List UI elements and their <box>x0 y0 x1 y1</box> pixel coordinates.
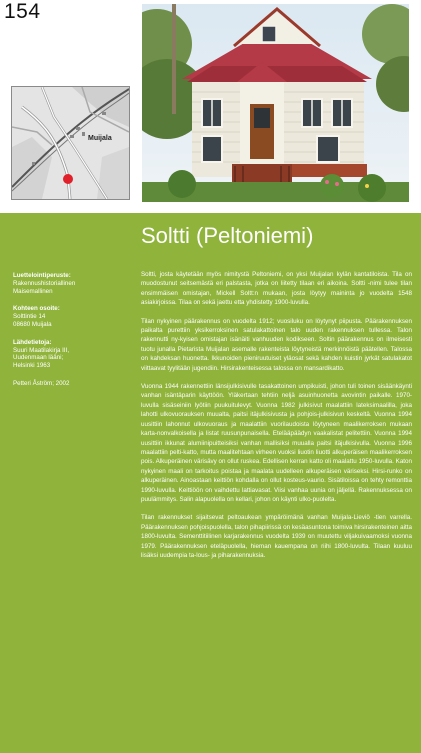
sources-line: Helsinki 1963 <box>13 362 51 370</box>
address-heading: Kohteen osoite: <box>13 305 60 313</box>
sources-heading: Lähdetietoja: <box>13 338 52 346</box>
body-paragraph: Tilan nykyinen päärakennus on vuodelta 1912; vuosiluku on löytynyt piipusta. Päärakennuksen paikalta purettiin yksikerroksinen satulakattoinen talo uuden rakennuksen tullessa. Talon rakennutti ny-kyisen omistajan isänäiti vanhuuden kodikseen. Soltin päärakennus on ilmeisesti tuotu junalla Pietarista Muijalan asemalle rakenteista löytyneistä merkinnöistä päätellen. Talossa on kahdeksan huonetta. Ikkunoiden pieniruutuiset yläosat sekä kahden kuistin jyrkät satulakatot viittaavat tyylitään jugendiin. Hirsirakenteisessa talossa on mansardikatto. <box>141 317 412 372</box>
location-map <box>11 86 130 200</box>
header-area <box>0 0 421 213</box>
body-paragraph: Soltti, josta käytetään myös nimitystä Peltoniemi, on yksi Muijalan kylän kantatiloista. Tila on muodostunut seitsemästä eri palstasta, jotka on liitetty tilaan eri aikoina. Soltti -nimi tulee tilan ensimmäisen omistajan, Mickell Soltt:n mukaan, josta löytyy maininta jo vuodelta 1548 asiakirjoissa. Tilaa on sekä jaettu etta yhdistetty 1900-luvulla. <box>141 271 412 307</box>
sources-line: Uudenmaan lääni; <box>13 354 64 362</box>
listing-line: Rakennushistoriallinen <box>13 279 76 287</box>
sources-block <box>13 339 125 370</box>
listing-line: Maisemallinen <box>13 287 53 295</box>
page-number: 154 <box>4 0 41 23</box>
address-block <box>13 305 125 328</box>
house-photo <box>142 4 409 202</box>
listing-heading: Luettelointiperuste: <box>13 272 71 279</box>
listing-block <box>13 272 125 295</box>
map-graphic <box>12 87 129 199</box>
sidebar-info <box>13 272 125 388</box>
body-paragraph: Vuonna 1944 rakennettiin länsijulkisivulle tasakattoinen umpikuisti, johon tuli toinen sisäänkäynti vanhan isäntäparin käyttöön. Yläkertaan tehtiin neljä asuinhuonetta avovintin paikalle. 1970-luvulla sisäseiniin lyötiin puukuitulevyt. Vuonna 1982 julkisivut maalattiin lateksimaalilla, joka lahotti ulkovuorauksen muualta, paitsi itäjulkisivusta ja pohjois-julkisivun keskeltä. Vuonna 1994 uusittiin lahonnut ulkovuoraus ja maalattiin vuorilaudoista löytyneen maalikerroksen mukaan karta-nonvalkoisella ja listat ruusunpunaisella. Etelääpäädyn vaakalistat pelitettiin. Vuonna 1994 uusittiin ikkunat alumiinipuitteisiksi vanhan mallisiksi muualla paitsi itäjulkisivulla. Vuonna 1996 maalattiin pelti-katto, mutta maalitehtaan virheen vuoksi liuotin liuotti alkuperäisen maalikerroksen pois. Alkuperäinen värisävy on ollut ruskea. Edellisen kerran katto oli maalattu 1950-luvulla. Katon nykyinen maali on tarkoitus poistaa ja maalata uudelleen alkuperäisen väriseksi. Hirsi-runko on alkuperäinen. Ainoastaan keittiön kohdalla on ollut kosteus-vauriо. Sisätiloissa on tehty remonttia 1990-luvulla. Keittiöön on vaihdettu lattiavasat. Viisi vanhaa uunia on jäljellä. Rakennuksessa on puulämmitys. Salin alapuolella on kellari, johon on käynti ulko-puolelta. <box>141 383 412 503</box>
address-line: 08680 Muijala <box>13 320 52 328</box>
location-marker <box>63 174 73 184</box>
sources-line: Suuri Maatilakirja III, <box>13 346 70 354</box>
body-paragraph: Tilan rakennukset sijaitsevat peltoaukean ympäröimänä vanhan Muijala-Lieviö -tien varrella. Päärakennuksen pohjoispuolella, talon pihapiirissä on kesäasuntona toimiva hirsirakenteinen aitta 1800-luvulta. Sementtitiilinen karjarakennus vuodelta 1939 on muutettu viljakuivaamoksi vuonna 1979. Päärakennuksen eteläpuolella, hieman kauempana on riihi 1800-luvulta. Tilaan kuuluu lisäksi uudempia ta-lous- ja piharakennuksia. <box>141 514 412 559</box>
map-place-label: Muijala <box>88 135 112 142</box>
house-illustration <box>142 4 409 202</box>
body-text <box>141 270 412 569</box>
address-line: Solttintie 14 <box>13 313 46 321</box>
author-credit: Petteri Åström; 2002 <box>13 379 70 387</box>
page-title: Soltti (Peltoniemi) <box>141 223 314 248</box>
